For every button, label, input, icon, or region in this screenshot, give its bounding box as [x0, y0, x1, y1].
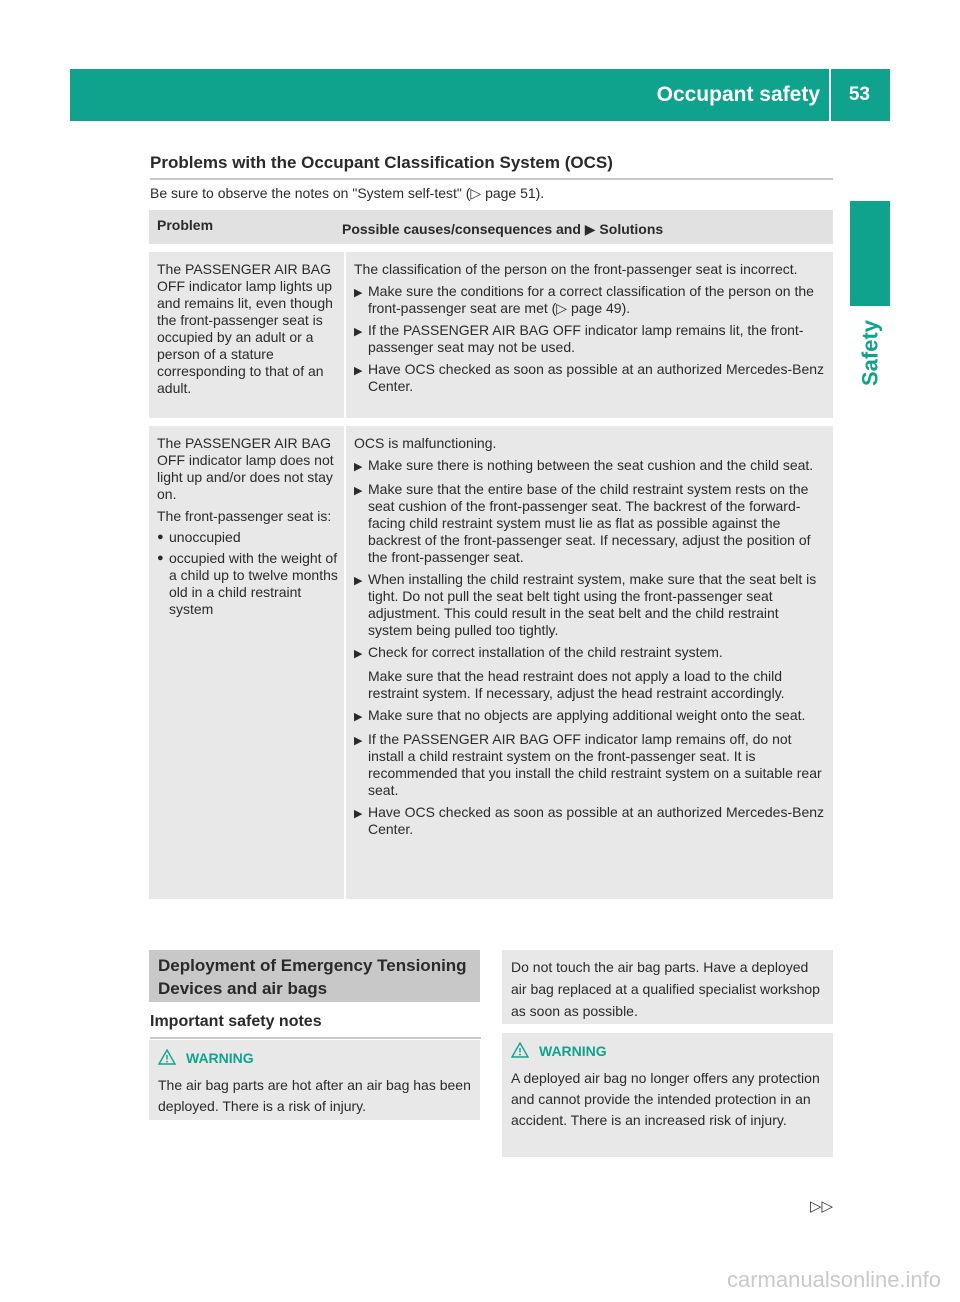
- bullet-item: ● unoccupied: [157, 529, 241, 545]
- bullet-icon: ●: [157, 552, 164, 564]
- action-item: ▶ When installing the child restraint system, make sure that the seat belt is tight. Do not pull the seat belt tight using the front-passenger seat adjustment. This could result in the seat belt and the child restraint system being pulled too tightly.: [354, 571, 817, 638]
- table-row: [149, 252, 833, 418]
- intro-text: Be sure to observe the notes on "System self-test" (▷ page 51).: [150, 185, 545, 201]
- side-tab-marker: [850, 201, 890, 306]
- section-title: Problems with the Occupant Classification System (OCS): [150, 153, 833, 180]
- cause-text: OCS is malfunctioning.: [354, 435, 497, 451]
- action-item: ▶ Have OCS checked as soon as possible at an authorized Mercedes-Benz Center.: [354, 804, 825, 837]
- action-item: ▶ Have OCS checked as soon as possible at an authorized Mercedes-Benz Center.: [354, 361, 825, 394]
- warning-box: [502, 1033, 833, 1157]
- table-header: [149, 210, 833, 244]
- side-tab-label: Safety: [857, 319, 883, 387]
- page-number: 53: [848, 84, 870, 105]
- action-arrow-icon: ▶: [354, 735, 363, 747]
- problem-cell: The PASSENGER AIR BAG OFF indicator lamp lights up and remains lit, even though the front-passenger seat is occupied by an adult or a person of a stature corresponding to that of an adult.: [149, 252, 346, 418]
- action-item: ▶ Make sure there is nothing between the seat cushion and the child seat.: [354, 457, 826, 476]
- action-item: ▶ Make sure the conditions for a correct classification of the person on the front-passenger seat are met (▷ page 49).: [354, 283, 814, 316]
- warning-triangle-icon: [158, 1049, 176, 1065]
- action-item: ▶ Make sure that no objects are applying additional weight onto the seat.: [354, 707, 826, 726]
- action-arrow-icon: ▶: [354, 461, 363, 473]
- table-row: [149, 426, 833, 899]
- action-arrow-icon: ▶: [354, 711, 363, 723]
- info-box: Do not touch the air bag parts. Have a deployed air bag replaced at a qualified specialist workshop as soon as possible.: [502, 950, 833, 1024]
- solution-cell: [346, 252, 833, 418]
- action-note: Make sure that the head restraint does not apply a load to the child restraint system. If necessary, adjust the head restraint accordingly.: [368, 668, 785, 701]
- action-item: ▶ If the PASSENGER AIR BAG OFF indicator lamp remains off, do not install a child restraint system on the front-passenger seat. It is recommended that you install the child restraint system on a suitable rear seat.: [354, 731, 822, 798]
- warning-text: The air bag parts are hot after an air bag has been deployed. There is a risk of injury.: [158, 1077, 471, 1114]
- action-arrow-icon: ▶: [354, 808, 363, 820]
- action-item: ▶ Make sure that the entire base of the child restraint system rests on the seat cushion of the front-passenger seat. The backrest of the forward-facing child restraint system must lie as flat as possible against the backrest of the front-passenger seat. If necessary, adjust the position of the front-passenger seat.: [354, 481, 811, 565]
- problem-text: The PASSENGER AIR BAG OFF indicator lamp does not light up and/or does not stay on.: [157, 435, 334, 502]
- action-arrow-icon: ▶: [354, 287, 363, 299]
- header-bar: [70, 69, 890, 121]
- action-arrow-icon: ▶: [354, 648, 363, 660]
- action-item: ▶ Check for correct installation of the child restraint system.: [354, 644, 826, 663]
- header-divider: [829, 69, 831, 121]
- solution-cell: [346, 426, 833, 899]
- deployment-heading: Deployment of Emergency Tensioning Devices and air bags: [149, 950, 480, 1002]
- ocs-problem-table: [149, 210, 833, 899]
- warning-text: A deployed air bag no longer offers any protection and cannot provide the intended protection in an accident. There is an increased risk of injury.: [511, 1070, 820, 1128]
- cause-text: The classification of the person on the front-passenger seat is incorrect.: [354, 261, 798, 277]
- action-item: ▶ If the PASSENGER AIR BAG OFF indicator lamp remains lit, the front-passenger seat may not be used.: [354, 322, 804, 355]
- watermark: carmanualsonline.info: [727, 1267, 942, 1292]
- continue-arrows-icon: ▷▷: [810, 1198, 834, 1215]
- bullet-icon: ●: [157, 531, 164, 543]
- warning-box: [149, 1040, 480, 1120]
- column-header-problem: Problem: [157, 217, 214, 233]
- column-header-solutions: Possible causes/consequences and ▶ Solutions: [342, 221, 664, 237]
- problem-cell: [149, 426, 346, 899]
- bullet-item: ● occupied with the weight of a child up to twelve months old in a child restraint system: [157, 550, 338, 617]
- safety-notes-subheading: Important safety notes: [150, 1013, 481, 1039]
- problem-extra-text: The front-passenger seat is:: [157, 508, 332, 524]
- action-arrow-icon: ▶: [354, 485, 363, 497]
- action-arrow-icon: ▶: [354, 365, 363, 377]
- warning-triangle-icon: [511, 1042, 529, 1058]
- warning-title: WARNING: [158, 1048, 474, 1069]
- warning-title: WARNING: [511, 1041, 827, 1062]
- chapter-title: Occupant safety: [656, 83, 820, 106]
- action-arrow-icon: ▶: [354, 575, 363, 587]
- action-arrow-icon: ▶: [354, 326, 363, 338]
